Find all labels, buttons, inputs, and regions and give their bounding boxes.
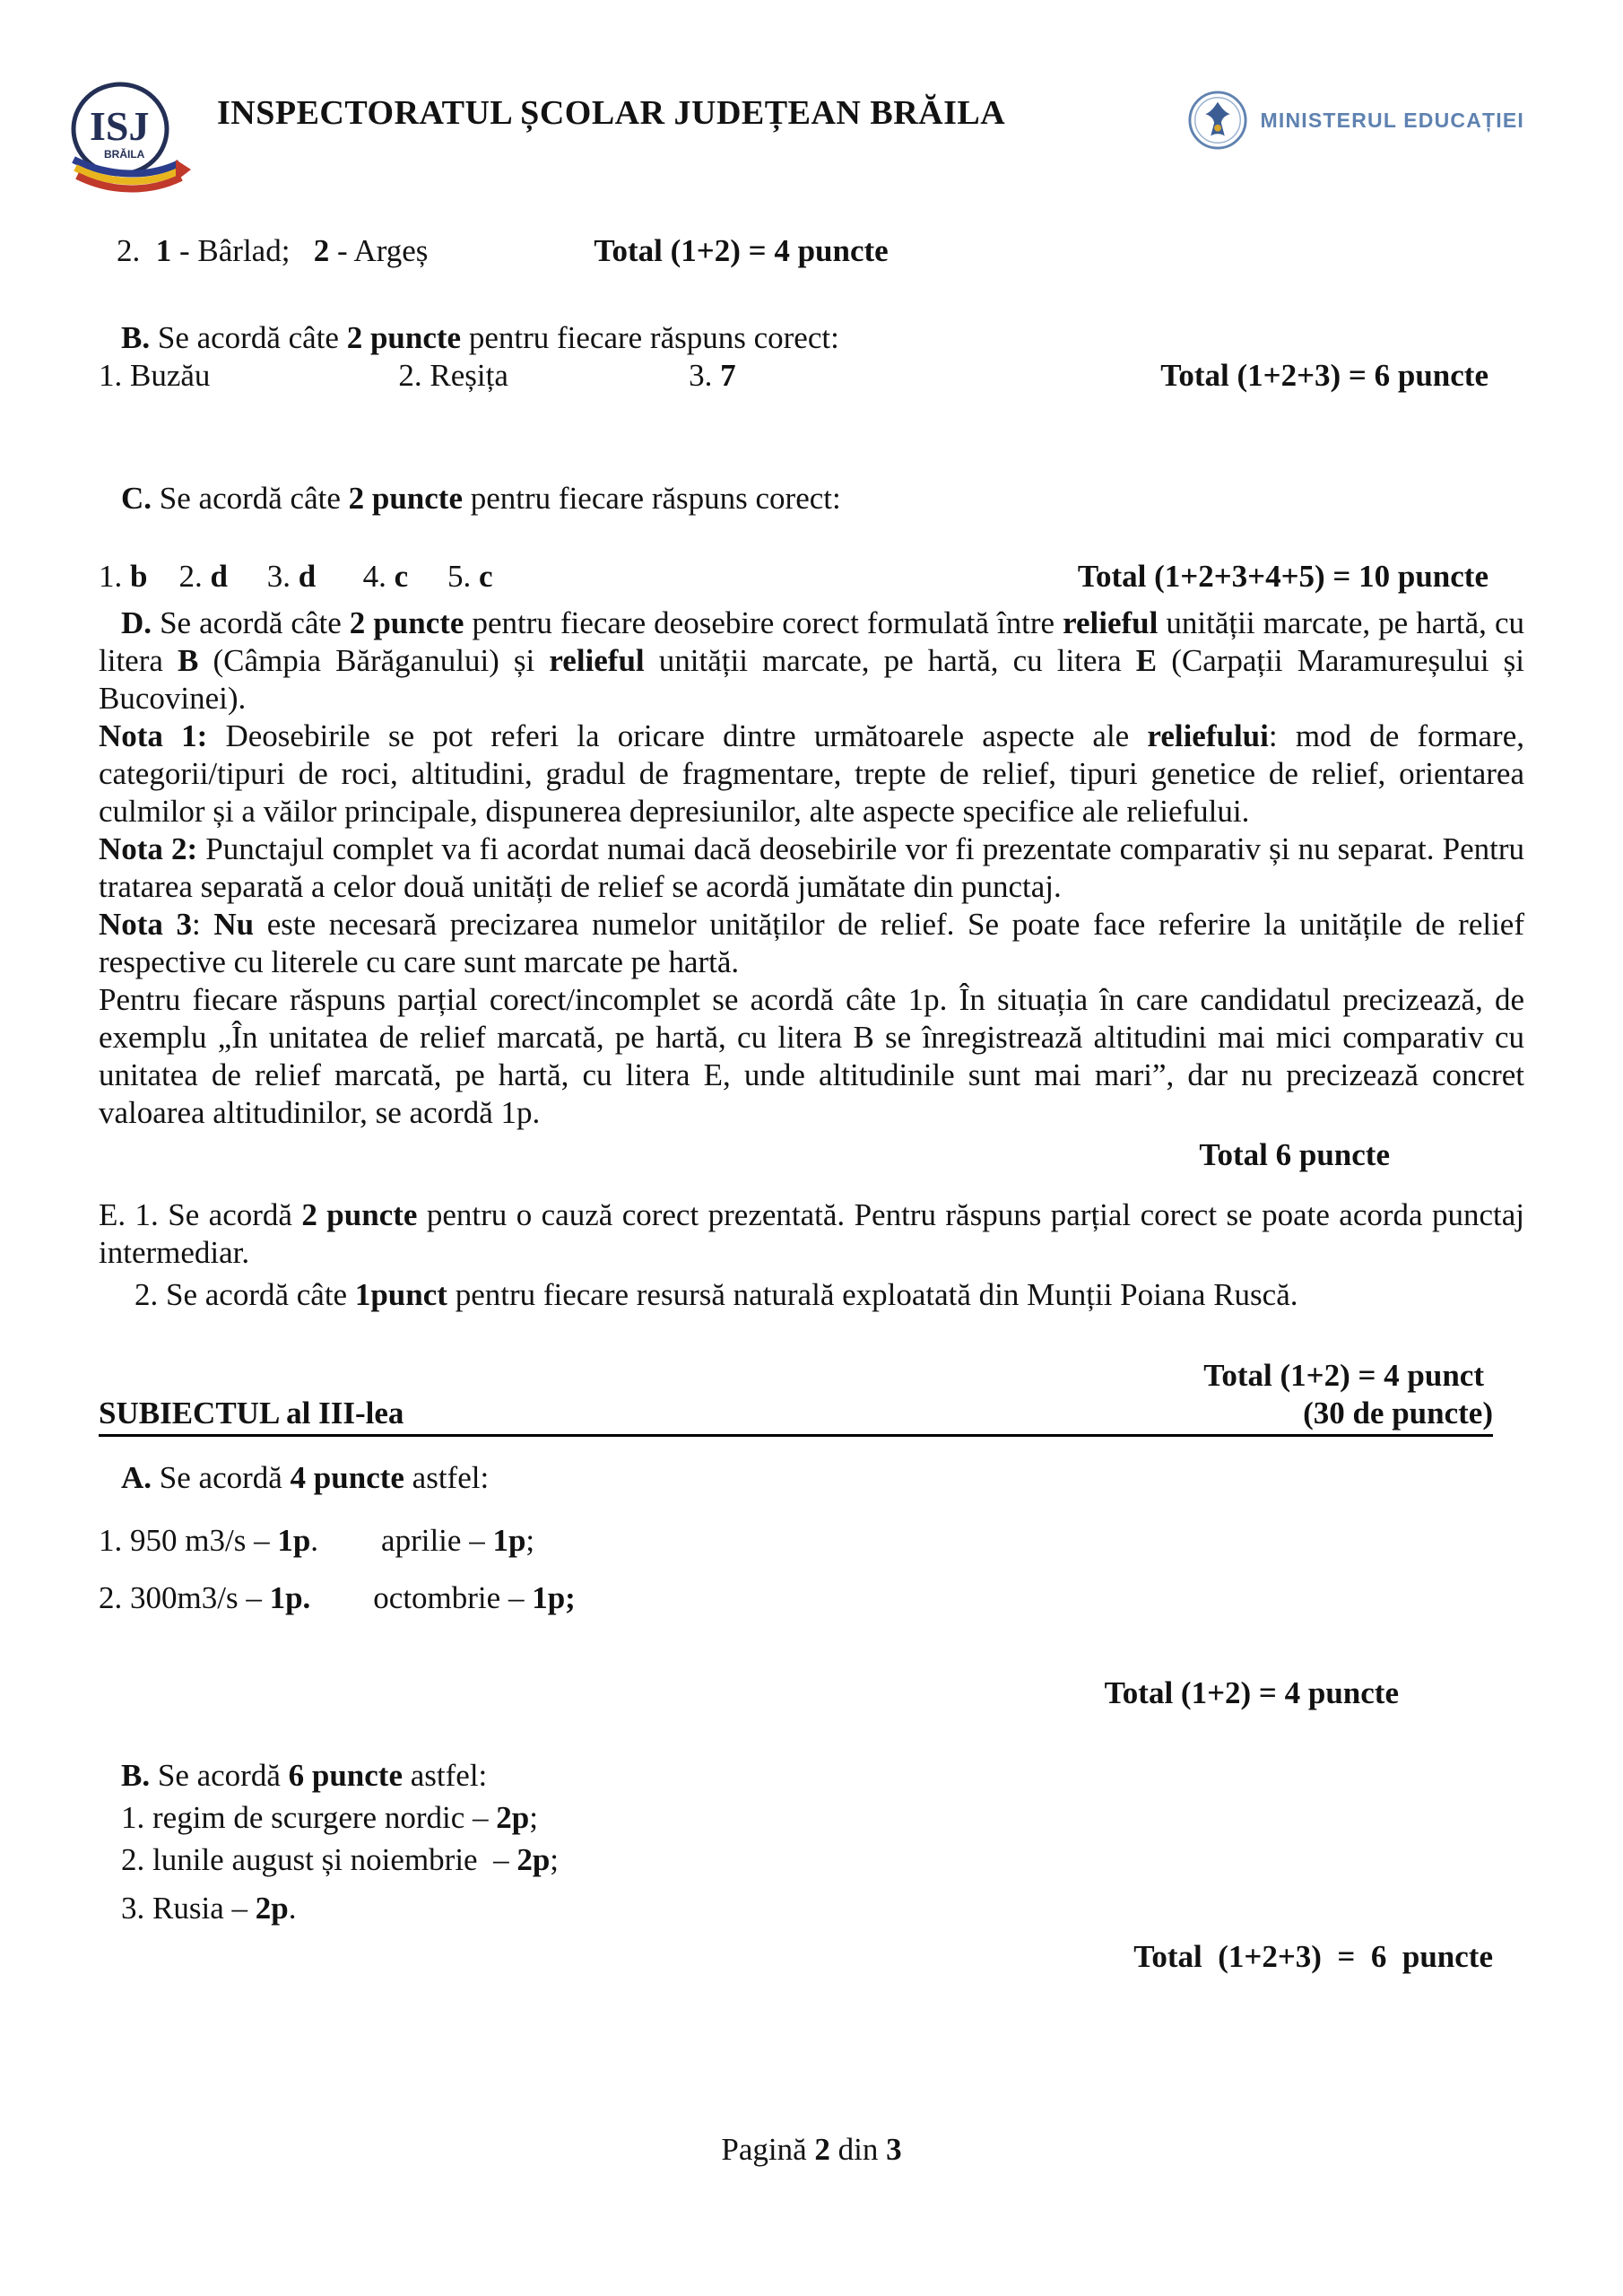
text-segment: Se acordă [152,1460,291,1495]
text-segment: Total (1+2) = 4 punct [1203,1358,1484,1393]
text-segment: (Carpații Maramureșului și Bucovinei). [99,643,1524,716]
text-segment: A. [121,1460,152,1495]
text-segment: B. [121,1758,151,1793]
text-segment: : [192,907,214,942]
header [90,0,1524,205]
text-segment: SUBIECTUL al III-lea [99,1396,404,1431]
text-segment: 1. regim de scurgere nordic – [121,1800,497,1835]
text-segment: 4 puncte [290,1460,404,1495]
text-segment: 1. Buzău 2. Reșița 3. [99,358,721,393]
text-segment: pentru fiecare răspuns corect: [461,320,839,355]
text-segment: 2. 300m3/s – [99,1580,270,1615]
text-segment: 2p [255,1891,289,1926]
text-segment: Se acordă câte [152,481,349,516]
text-segment: octombrie – [310,1580,533,1615]
text-segment: 1 [155,233,172,268]
subiectul-heading [99,1395,404,1432]
text-segment: Nu [213,907,255,942]
text-segment: Se acordă câte [150,320,347,355]
isj-acronym: ISJ [90,103,150,149]
ministry-logo-block [1187,90,1524,151]
text-segment: 2 puncte [301,1197,418,1232]
isj-city: BRĂILA [104,148,145,161]
item2-total [594,233,888,268]
d-paragraph [99,604,1524,718]
text-segment: ; [550,1842,560,1877]
text-segment: 1. 950 m3/s – [99,1523,278,1558]
text-segment: d [298,559,317,594]
c-answers [99,558,1524,596]
text-segment: d [210,559,228,594]
text-segment: 1p [492,1523,526,1558]
text-segment: 3 [886,2132,902,2167]
text-segment: 2. [117,233,156,268]
text-segment: C. [121,481,152,516]
page-title: INSPECTORATUL ȘCOLAR JUDEȚEAN BRĂILA [217,94,1006,132]
text-segment: E. 1. Se acordă [99,1197,302,1232]
b6-item3 [99,1890,1524,1927]
b-answer-values [99,357,736,395]
text-segment: c [394,559,409,594]
text-segment: Nota 1: [99,718,208,753]
a-intro [99,1459,1524,1497]
text-segment: B. [121,320,151,355]
text-segment: - Argeș [329,233,429,268]
text-segment: pentru o cauză corect prezentată. Pentru răspuns parțial corect se poate acorda punctaj intermediar. [99,1197,1525,1270]
isj-emblem-icon [65,77,192,197]
text-segment: Total (1+2+3+4+5) = 10 puncte [1077,559,1488,594]
line-item2 [99,232,1524,270]
c-total [1078,558,1488,596]
text-segment: Pentru fiecare răspuns parțial corect/incomplet se acordă câte 1p. În situația în care candidatul precizează, de exemplu „În unitatea de relief marcată, pe hartă, cu litera B se înregistrează altitudini mai mici comparativ cu unitatea de relief marcată, pe hartă, cu litera E, unde altitudinile sunt mai mari”, dar nu precizează concret valoarea altitudinilor, se acordă 1p. [99,982,1524,1130]
b6-intro [99,1757,1524,1795]
text-segment: Total (1+2) = 4 puncte [594,233,889,268]
b6-item1 [99,1799,1524,1837]
page-footer [0,2131,1623,2169]
text-segment: Se acordă [150,1758,289,1793]
text-segment: 7 [720,358,736,393]
text-segment: 1p. [269,1580,311,1615]
a-item1 [99,1522,1524,1560]
text-segment: 1p; [532,1580,576,1615]
total-e [99,1357,1524,1395]
text-segment: unității marcate, pe hartă, cu litera [99,605,1524,678]
text-segment: . aprilie – [310,1523,493,1558]
subiectul-row [99,1395,1493,1437]
text-segment: pentru fiecare resursă naturală exploatată din Munții Poiana Ruscă. [447,1277,1298,1312]
ministry-emblem-icon [1187,90,1248,151]
text-segment: relieful [549,643,645,678]
b-answers [99,357,1524,395]
text-segment: 4. [316,559,395,594]
text-segment: 2. lunile august și noiembrie – [121,1842,517,1877]
text-segment: unității marcate, pe hartă, cu litera [644,643,1136,678]
e-item2 [99,1276,1524,1314]
text-segment: E [1135,643,1158,678]
ministry-label: MINISTERUL EDUCAȚIEI [1260,108,1524,132]
text-segment: 2p [496,1800,530,1835]
text-segment: (30 de puncte) [1303,1396,1493,1431]
text-segment: Deosebirile se pot referi la oricare dintre următoarele aspecte ale [207,718,1148,753]
nota2-paragraph [99,831,1524,906]
b-total [1160,357,1488,395]
text-segment: 1punct [354,1277,447,1312]
b6-item2 [99,1841,1524,1879]
e-paragraph [99,1196,1524,1272]
text-segment: din [829,2132,887,2167]
text-segment: 2 puncte [349,605,464,640]
text-segment: Punctajul complet va fi acordat numai dacă deosebirile vor fi prezentate comparativ și nu separat. Pentru tratarea separată a celor două unități de relief se acordă jumătate din punctaj. [99,831,1524,904]
text-segment: 6 puncte [288,1758,403,1793]
subiectul-points [1303,1395,1493,1432]
text-segment: ; [525,1523,535,1558]
isj-logo [65,77,192,205]
text-segment: 3. Rusia – [121,1891,256,1926]
text-segment: - Bârlad; [171,233,314,268]
text-segment: 1. [99,559,130,594]
page-number [721,2132,901,2167]
text-segment: este necesară precizarea numelor unităților de relief. Se poate face referire la unitățile de relief respective cu literele cu care sunt marcate pe hartă. [99,907,1524,979]
text-segment: . [288,1891,297,1926]
text-segment: (Câmpia Bărăganului) și [198,643,550,678]
text-segment: 2 puncte [348,481,463,516]
text-segment: c [478,559,493,594]
text-segment: 2 [814,2132,830,2167]
text-segment: pentru fiecare deosebire corect formulată între [464,605,1063,640]
b-intro [99,319,1524,357]
text-segment: Total 6 puncte [1199,1137,1390,1172]
partial-paragraph [99,981,1524,1132]
text-segment: relieful [1063,605,1159,640]
text-segment: Pagină [721,2132,815,2167]
text-segment: 2 puncte [346,320,462,355]
text-segment: Total (1+2+3) = 6 puncte [1160,358,1488,393]
text-segment: 2. Se acordă câte [135,1277,355,1312]
text-segment: B [178,643,199,678]
total-b [99,1938,1524,1976]
text-segment: 5. [408,559,479,594]
a-item2 [99,1579,1524,1617]
text-segment: astfel: [404,1460,490,1495]
total-d [99,1136,1524,1174]
text-segment: Nota 2: [99,831,198,866]
text-segment: Se acordă câte [152,605,350,640]
text-segment: 2 [313,233,330,268]
c-answer-values [99,558,493,596]
text-segment: : mod de formare, categorii/tipuri de roci, altitudini, gradul de fragmentare, trepte de relief, tipuri genetice de relief, orientarea culmilor și a văilor principale, dispunerea depresiunilor, alte aspecte specifice ale reliefului. [99,718,1524,829]
text-segment: astfel: [403,1758,488,1793]
text-segment: 3. [227,559,299,594]
text-segment: Total (1+2+3) = 6 puncte [1133,1939,1493,1974]
text-segment: Nota 3 [99,907,193,942]
item2-answers [117,233,428,268]
c-intro [99,480,1524,517]
text-segment: Total (1+2) = 4 puncte [1104,1675,1399,1710]
total-a [99,1674,1524,1712]
text-segment: D. [121,605,152,640]
text-segment: pentru fiecare răspuns corect: [463,481,841,516]
nota1-paragraph [99,718,1524,831]
text-segment: b [130,559,148,594]
text-segment: 2p [516,1842,551,1877]
text-segment: ; [529,1800,538,1835]
text-segment: reliefului [1147,718,1269,753]
text-segment: 2. [147,559,211,594]
text-segment: 1p [277,1523,311,1558]
nota3-paragraph [99,906,1524,981]
